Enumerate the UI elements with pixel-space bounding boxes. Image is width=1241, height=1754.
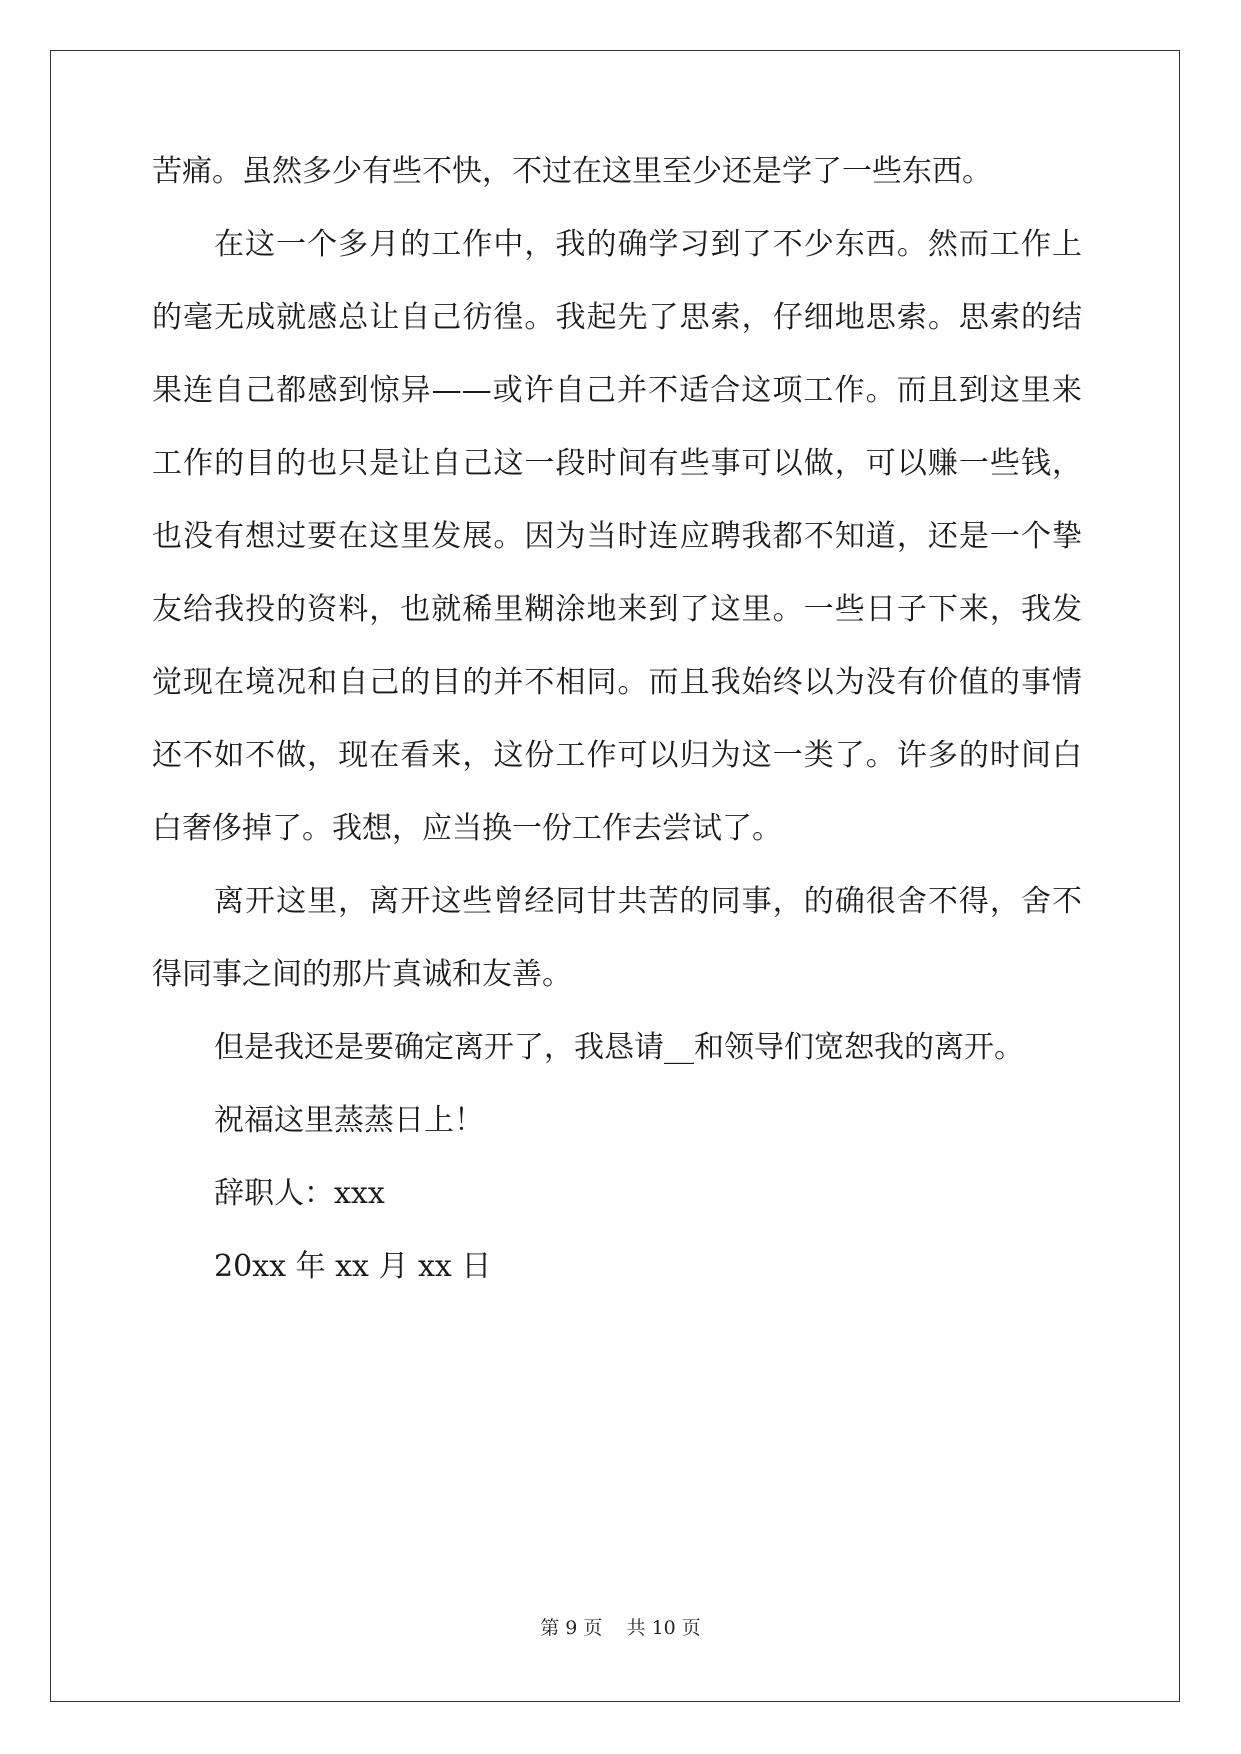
text-line: 得同事之间的那片真诚和友善。: [152, 957, 572, 992]
text-line: 白奢侈掉了。我想，应当换一份工作去尝试了。: [152, 811, 782, 846]
text-line: 工作的目的也只是让自己这一段时间有些事可以做，可以赚一些钱，: [152, 446, 1082, 481]
date-line: 20xx 年 xx 月 xx 日: [214, 1249, 492, 1284]
text-line: 觉现在境况和自己的目的并不相同。而且我始终以为没有价值的事情: [152, 665, 1082, 700]
text-line: 但是我还是要确定离开了，我恳请__和领导们宽恕我的离开。: [214, 1030, 1024, 1065]
text-line: 在这一个多月的工作中，我的确学习到了不少东西。然而工作上: [214, 227, 1082, 262]
text-line: 离开这里，离开这些曾经同甘共苦的同事，的确很舍不得，舍不: [214, 884, 1082, 919]
text-line: 的毫无成就感总让自己彷徨。我起先了思索，仔细地思索。思索的结: [152, 300, 1082, 335]
page-footer: [0, 1616, 1241, 1640]
page-number: 第 9 页 共 10 页: [540, 1617, 701, 1639]
text-line: 还不如不做，现在看来，这份工作可以归为这一类了。许多的时间白: [152, 738, 1082, 773]
text-line: 也没有想过要在这里发展。因为当时连应聘我都不知道，还是一个挚: [152, 519, 1082, 554]
signature-line: 辞职人：xxx: [214, 1176, 385, 1211]
text-line: 祝福这里蒸蒸日上！: [214, 1103, 484, 1138]
text-line: 果连自己都感到惊异——或许自己并不适合这项工作。而且到这里来: [152, 373, 1082, 408]
text-line: 友给我投的资料，也就稀里糊涂地来到了这里。一些日子下来，我发: [152, 592, 1082, 627]
text-line: 苦痛。虽然多少有些不快，不过在这里至少还是学了一些东西。: [152, 154, 992, 189]
